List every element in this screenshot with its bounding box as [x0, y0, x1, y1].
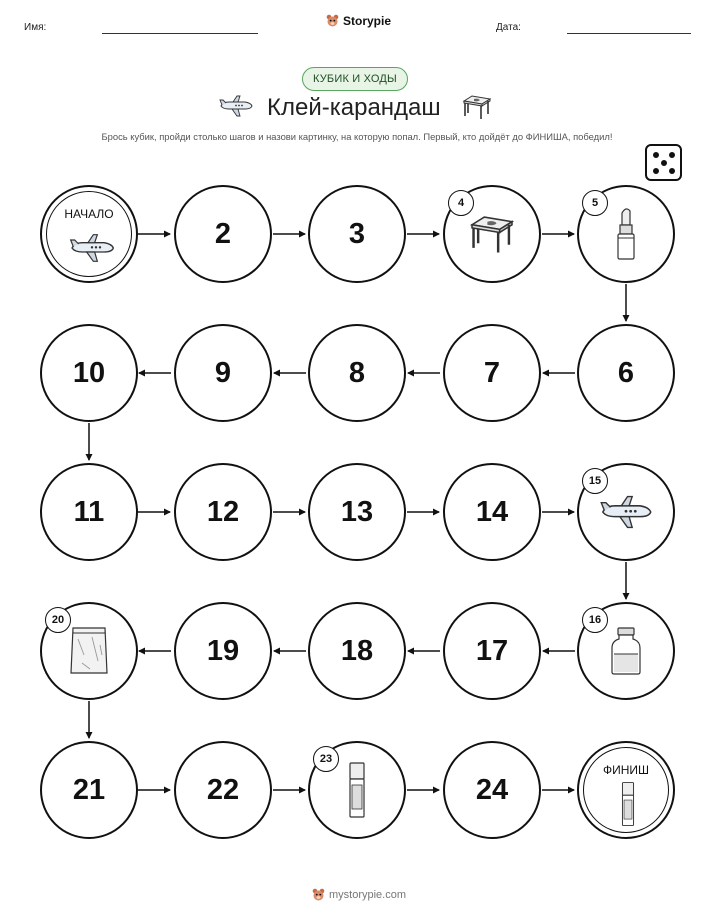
finish-label: ФИНИШ: [602, 763, 650, 777]
board-cell-21: [40, 741, 138, 839]
cell-number: 2: [214, 217, 232, 250]
cell-number: 22: [206, 773, 240, 806]
cell-number: 18: [340, 634, 374, 667]
bear-icon: [312, 888, 325, 902]
cell-number: 13: [340, 495, 374, 528]
cell-badge: 15: [582, 468, 608, 494]
plastic-bag-icon: [68, 625, 110, 677]
cell-badge: 20: [45, 607, 71, 633]
board-cell-10: [40, 324, 138, 422]
cell-number: 6: [617, 356, 635, 389]
cell-number: 11: [73, 495, 105, 528]
glue-stick-icon: [347, 761, 367, 819]
instructions: Брось кубик, пройди столько шагов и назови картинку, на которую попал. Первый, кто дойдёт до ФИНИША, победил!: [101, 131, 613, 142]
cell-number: 8: [348, 356, 366, 389]
page-title: Клей-карандаш: [267, 94, 441, 121]
board-cell-finish: [577, 741, 675, 839]
board-cell-18: [308, 602, 406, 700]
footer-url[interactable]: mystorypie.com: [329, 889, 407, 901]
cell-badge: 5: [582, 190, 608, 216]
cell-number: 3: [348, 217, 366, 250]
airplane-icon: [598, 495, 654, 529]
jar-icon: [609, 626, 643, 676]
board-cell-11: [40, 463, 138, 561]
cell-number: 21: [72, 773, 106, 806]
name-line[interactable]: [102, 33, 258, 34]
board-cell-2: [174, 185, 272, 283]
cell-badge: 4: [448, 190, 474, 216]
cell-badge: 16: [582, 607, 608, 633]
cell-number: 12: [206, 495, 240, 528]
board-cell-19: [174, 602, 272, 700]
airplane-icon: [68, 233, 116, 263]
start-label: НАЧАЛО: [64, 207, 114, 221]
cell-badge: 23: [313, 746, 339, 772]
board-cell-9: [174, 324, 272, 422]
cell-number: 7: [483, 356, 501, 389]
date-line[interactable]: [567, 33, 691, 34]
lipstick-icon: [615, 207, 637, 261]
footer: [312, 888, 406, 902]
dice-icon[interactable]: [645, 144, 682, 181]
name-label: Имя:: [24, 22, 47, 33]
board-cell-13: [308, 463, 406, 561]
board-cell-17: [443, 602, 541, 700]
bear-icon: [326, 14, 339, 28]
board-cell-12: [174, 463, 272, 561]
date-label: Дата:: [496, 22, 521, 33]
glue-stick-icon: [620, 781, 636, 827]
board-cell-start: [40, 185, 138, 283]
cell-number: 14: [475, 495, 509, 528]
brand-name: Storypie: [343, 14, 392, 28]
cell-number: 24: [475, 773, 509, 806]
cell-number: 9: [214, 356, 232, 389]
table-icon: [468, 214, 516, 254]
board-cell-22: [174, 741, 272, 839]
airplane-icon: [218, 95, 254, 117]
cell-number: 10: [72, 356, 106, 389]
brand-logo: [326, 14, 391, 28]
category-tag: КУБИК И ХОДЫ: [302, 67, 408, 91]
cell-number: 19: [206, 634, 240, 667]
board-cell-6: [577, 324, 675, 422]
board-cell-7: [443, 324, 541, 422]
table-icon: [462, 94, 492, 120]
board-cell-24: [443, 741, 541, 839]
board-cell-3: [308, 185, 406, 283]
cell-number: 17: [475, 634, 509, 667]
board-cell-8: [308, 324, 406, 422]
board-cell-14: [443, 463, 541, 561]
